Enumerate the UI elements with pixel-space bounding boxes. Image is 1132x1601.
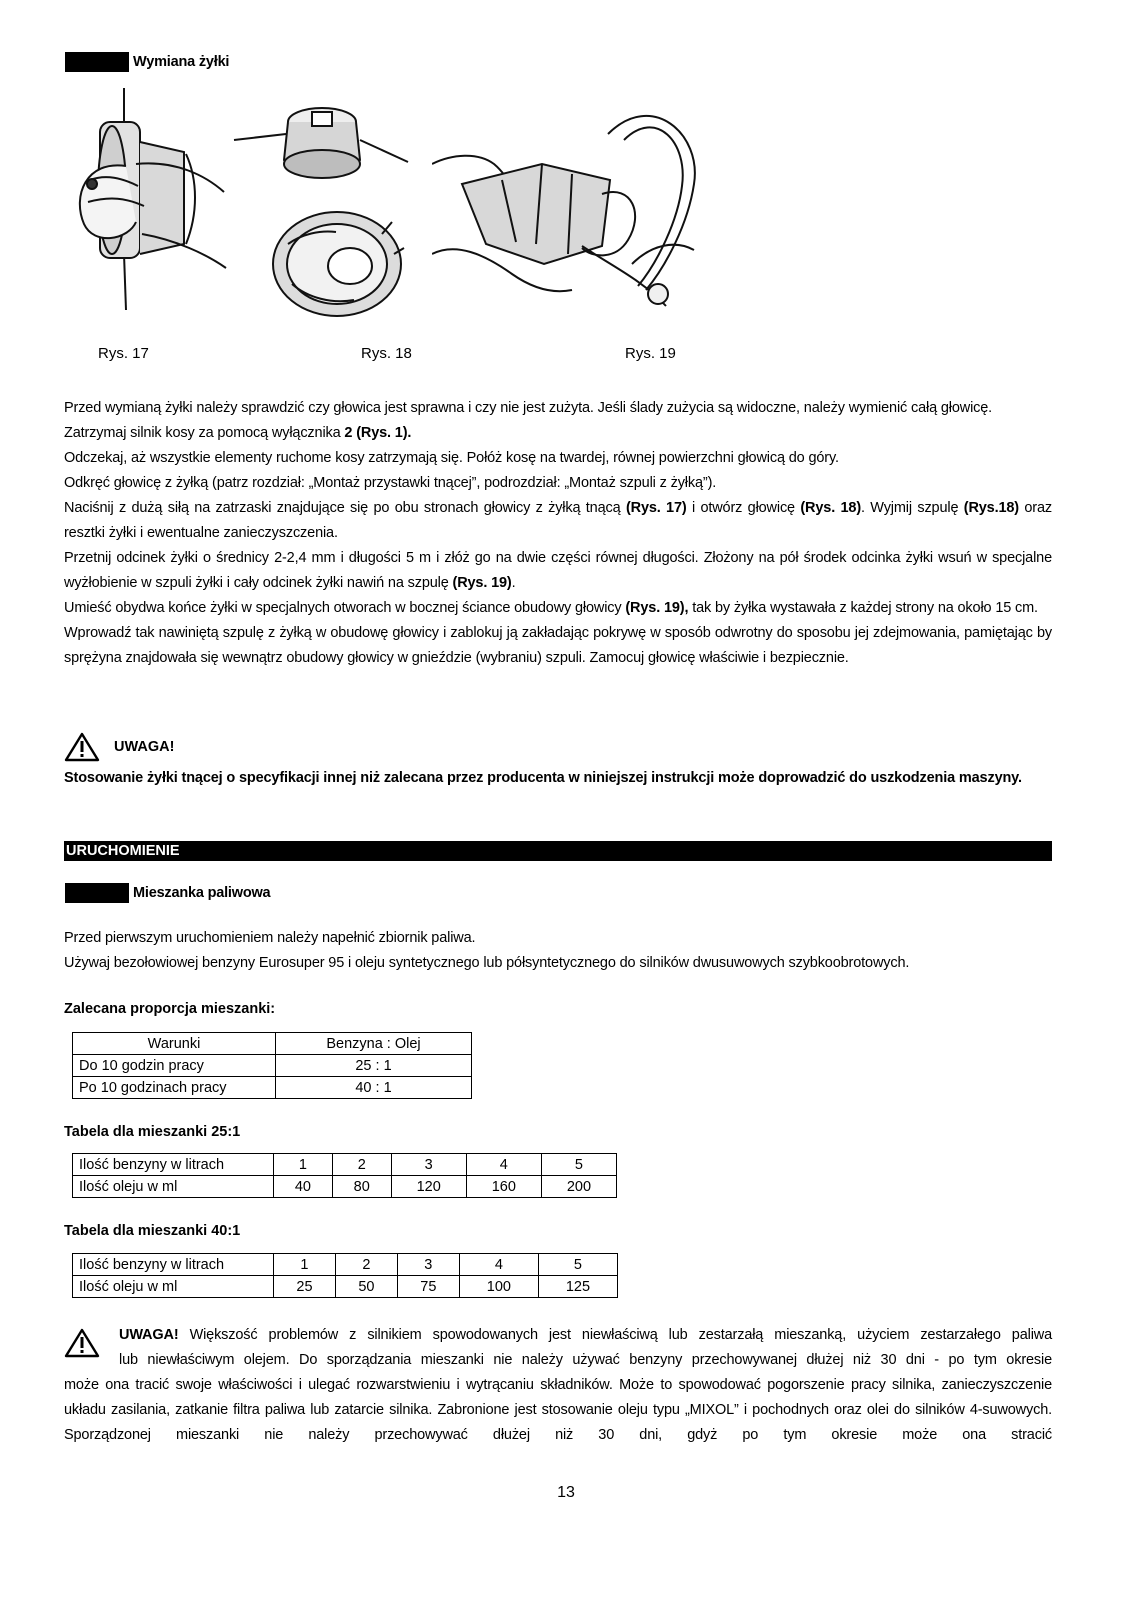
warning2-paragraph: może ona tracić swoje właściwości i ulegać rozwarstwieniu i wytrącaniu składników. Może to spowodować pogorszenie pracy silnika, zanieczyszczenie układu zasilania, zatkanie filtra paliwa lub zatarcie silnika. Zabronione jest stosowanie oleju typu „MIXOL” i pochodnych oraz olei do silników 4-suwowych. Sporządzonej mieszanki nie należy przechowywać dłużej niż 30 dni, gdyż po tym okresie może ona stracić bbox=[64, 1377, 1052, 1443]
warning2-line: lub niewłaściwym olejem. Do sporządzania mieszanki nie należy używać benzyny przechowywanej dłużej niż 30 dni - po tym okresie bbox=[119, 1352, 1052, 1368]
table-cell: Ilość oleju w ml bbox=[73, 1276, 274, 1298]
table-cell: 200 bbox=[541, 1176, 616, 1198]
proportion-heading: Zalecana proporcja mieszanki: bbox=[64, 1001, 276, 1017]
section-heading-fuel-mix bbox=[65, 883, 270, 903]
table-cell: Ilość oleju w ml bbox=[73, 1176, 274, 1198]
table-cell: 1 bbox=[274, 1154, 333, 1176]
table-cell: Po 10 godzinach pracy bbox=[73, 1077, 276, 1099]
figure-rys-17 bbox=[66, 84, 231, 314]
paragraph: Przed wymianą żyłki należy sprawdzić czy głowica jest sprawna i czy nie jest zużyta. Jeśli ślady zużycia są widoczne, należy wymienić całą głowicę. bbox=[64, 400, 993, 416]
table-row bbox=[73, 1176, 617, 1198]
warning-paragraph: Stosowanie żyłki tnącej o specyfikacji innej niż zalecana przez producenta w niniejszej instrukcji może doprowadzić do uszkodzenia maszyny. bbox=[64, 770, 1022, 786]
table-cell: 25 bbox=[274, 1276, 336, 1298]
paragraph: Naciśnij z dużą siłą na zatrzaski znajdujące się po obu stronach głowicy z żyłką tnącą (Rys. 17) i otwórz głowicę (Rys. 18). Wyjmij szpulę (Rys.18) oraz resztki żyłki i ewentualne zanieczyszczenia. bbox=[64, 500, 1052, 541]
table-row bbox=[73, 1154, 617, 1176]
warning2-line: UWAGA! Większość problemów z silnikiem spowodowanych jest niewłaściwą lub zestarzałą mieszanką, użyciem zestarzałego paliwa bbox=[119, 1327, 1052, 1343]
warning-text bbox=[64, 766, 1052, 791]
table-cell: 160 bbox=[466, 1176, 541, 1198]
paragraph: Zatrzymaj silnik kosy za pomocą wyłącznika 2 (Rys. 1). bbox=[64, 425, 412, 441]
paragraph: Wprowadź tak nawiniętą szpulę z żyłką w obudowę głowicy i zablokuj ją zakładając pokrywę w sposób odwrotny do sposobu jej zdejmowania, pamiętając by sprężyna znajdowała się wewnątrz obudowy głowicy w gnieździe (wybraniu) szpuli. Zamocuj głowicę właściwie i bezpiecznie. bbox=[64, 625, 1052, 666]
table25-heading: Tabela dla mieszanki 25:1 bbox=[64, 1124, 241, 1140]
heading-marker-block bbox=[65, 52, 129, 72]
instructions-block bbox=[64, 396, 1052, 671]
mix-table-40 bbox=[72, 1253, 618, 1298]
table-header-cell: Benzyna : Olej bbox=[276, 1033, 472, 1055]
table-cell: 80 bbox=[332, 1176, 391, 1198]
table-cell: 100 bbox=[459, 1276, 538, 1298]
warning2-text bbox=[64, 1373, 1052, 1448]
table-cell: 1 bbox=[274, 1254, 336, 1276]
table-cell: 4 bbox=[459, 1254, 538, 1276]
chapter-bar-startup: URUCHOMIENIE bbox=[64, 841, 1052, 861]
table-cell: Ilość benzyny w litrach bbox=[73, 1254, 274, 1276]
figure-caption-19: Rys. 19 bbox=[625, 345, 676, 362]
paragraph: Umieść obydwa końce żyłki w specjalnych otworach w bocznej ściance obudowy głowicy (Rys. 19), tak by żyłka wystawała z każdej strony na około 15 cm. bbox=[64, 600, 1038, 616]
table-cell: 2 bbox=[332, 1154, 391, 1176]
section-title: Mieszanka paliwowa bbox=[133, 885, 271, 901]
mix-table-25 bbox=[72, 1153, 617, 1198]
table-cell: 120 bbox=[391, 1176, 466, 1198]
warning-label: UWAGA! bbox=[114, 739, 175, 755]
figure-caption-17: Rys. 17 bbox=[98, 345, 149, 362]
table-cell: 5 bbox=[538, 1254, 617, 1276]
table-cell: 3 bbox=[391, 1154, 466, 1176]
paragraph: Używaj bezołowiowej benzyny Eurosuper 95 i oleju syntetycznego lub półsyntetycznego do silników dwusuwowych szybkoobrotowych. bbox=[64, 955, 910, 971]
paragraph: Odczekaj, aż wszystkie elementy ruchome kosy zatrzymają się. Połóż kosę na twardej, równej powierzchni głowicą do góry. bbox=[64, 450, 839, 466]
figure-rys-18 bbox=[232, 94, 412, 319]
warning-triangle-icon bbox=[64, 1328, 100, 1358]
table-cell: Ilość benzyny w litrach bbox=[73, 1154, 274, 1176]
paragraph: Przetnij odcinek żyłki o średnicy 2-2,4 mm i długości 5 m i złóż go na dwie części równej długości. Złożony na pół środek odcinka żyłki wsuń w specjalne wyżłobienie w szpuli żyłki i cały odcinek żyłki nawiń na szpulę (Rys. 19). bbox=[64, 550, 1052, 591]
table40-heading: Tabela dla mieszanki 40:1 bbox=[64, 1223, 241, 1239]
heading-marker-block bbox=[65, 883, 129, 903]
table-header-cell: Warunki bbox=[73, 1033, 276, 1055]
paragraph: Przed pierwszym uruchomieniem należy napełnić zbiornik paliwa. bbox=[64, 930, 476, 946]
table-row bbox=[73, 1254, 618, 1276]
table-row bbox=[73, 1033, 472, 1055]
warning2-top-lines bbox=[119, 1323, 1052, 1373]
warning-triangle-icon bbox=[64, 732, 100, 762]
table-cell: 2 bbox=[335, 1254, 397, 1276]
table-cell: 50 bbox=[335, 1276, 397, 1298]
paragraph: Odkręć głowicę z żyłką (patrz rozdział: „Montaż przystawki tnącej”, podrozdział: „Montaż szpuli z żyłką”). bbox=[64, 475, 717, 491]
table-cell: 25 : 1 bbox=[276, 1055, 472, 1077]
figure-caption-18: Rys. 18 bbox=[361, 345, 412, 362]
table-cell: 4 bbox=[466, 1154, 541, 1176]
figure-rys-19 bbox=[432, 94, 702, 314]
table-row bbox=[73, 1077, 472, 1099]
proportion-table bbox=[72, 1032, 472, 1099]
table-row bbox=[73, 1276, 618, 1298]
table-cell: 40 : 1 bbox=[276, 1077, 472, 1099]
table-cell: 40 bbox=[274, 1176, 333, 1198]
fuel-intro bbox=[64, 926, 1052, 976]
page-number: 13 bbox=[557, 1484, 575, 1501]
table-cell: 3 bbox=[397, 1254, 459, 1276]
table-row bbox=[73, 1055, 472, 1077]
section-title: Wymiana żyłki bbox=[133, 54, 230, 70]
table-cell: 125 bbox=[538, 1276, 617, 1298]
section-heading-line-replacement bbox=[65, 52, 229, 72]
table-cell: 5 bbox=[541, 1154, 616, 1176]
warning-heading bbox=[64, 732, 174, 762]
table-cell: Do 10 godzin pracy bbox=[73, 1055, 276, 1077]
table-cell: 75 bbox=[397, 1276, 459, 1298]
